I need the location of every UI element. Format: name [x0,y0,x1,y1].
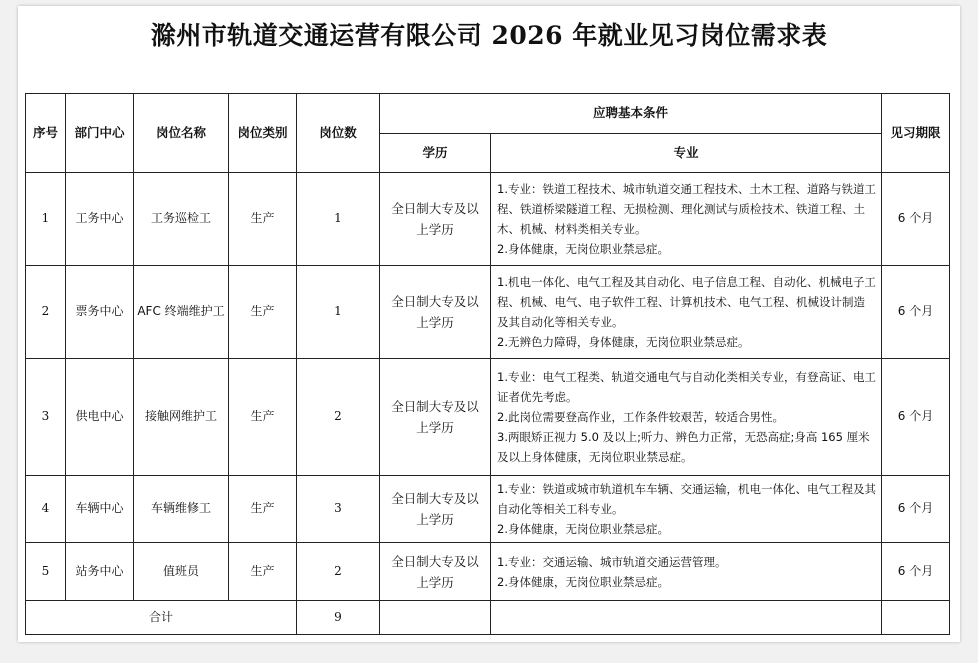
page-title: 滁州市轨道交通运营有限公司 2026 年就业见习岗位需求表 [150,21,828,50]
header-row [26,94,950,134]
total-label: 合计 [26,601,297,635]
row-department: 供电中心 [66,359,134,476]
row-count: 1 [297,266,380,359]
requirement-item: 1.专业：电气工程类、轨道交通电气与自动化类相关专业，有登高证、电工证者优先考虑。 [497,370,876,404]
total-count: 9 [297,601,380,635]
requirement-item: 1.专业：交通运输、城市轨道交通运营管理。 [497,554,727,569]
header-count: 岗位数 [297,94,380,173]
row-position: 值班员 [134,543,229,601]
header-category: 岗位类别 [229,94,297,173]
header-major: 专业 [491,134,882,173]
requirement-item: 3.两眼矫正视力 5.0 及以上;听力、辨色力正常，无恐高症;身高 165 厘米及以上身体健康，无岗位职业禁忌症。 [497,430,870,464]
row-index: 1 [26,173,66,266]
table-row [26,543,950,601]
row-period: 6 个月 [882,476,950,543]
table-row [26,266,950,359]
row-count: 2 [297,543,380,601]
row-department: 车辆中心 [66,476,134,543]
header-period: 见习期限 [882,94,950,173]
row-department: 站务中心 [66,543,134,601]
row-position: 车辆维修工 [134,476,229,543]
row-count: 3 [297,476,380,543]
total-empty-education [380,601,491,635]
row-position: 接触网维护工 [134,359,229,476]
total-empty-period [882,601,950,635]
row-count: 1 [297,173,380,266]
row-category: 生产 [229,359,297,476]
row-requirements [491,476,882,543]
header-education: 学历 [380,134,491,173]
requirement-item: 2.身体健康，无岗位职业禁忌症。 [497,242,669,256]
row-index: 5 [26,543,66,601]
row-period: 6 个月 [882,266,950,359]
row-requirements [491,543,882,601]
row-department: 工务中心 [66,173,134,266]
row-index: 2 [26,266,66,359]
row-count: 2 [297,359,380,476]
table-row [26,359,950,476]
row-period: 6 个月 [882,359,950,476]
row-category: 生产 [229,266,297,359]
row-education: 全日制大专及以上学历 [380,173,491,266]
header-department: 部门中心 [66,94,134,173]
row-requirements [491,173,882,266]
row-category: 生产 [229,543,297,601]
requirement-item: 2.身体健康，无岗位职业禁忌症。 [497,574,669,589]
header-position: 岗位名称 [134,94,229,173]
row-department: 票务中心 [66,266,134,359]
row-category: 生产 [229,476,297,543]
row-education: 全日制大专及以上学历 [380,266,491,359]
total-empty-major [491,601,882,635]
header-requirements: 应聘基本条件 [380,94,882,134]
requirement-item: 2.无辨色力障碍，身体健康，无岗位职业禁忌症。 [497,335,750,349]
row-requirements [491,359,882,476]
row-index: 3 [26,359,66,476]
row-education: 全日制大专及以上学历 [380,476,491,543]
requirement-item: 2.此岗位需要登高作业，工作条件较艰苦，较适合男性。 [497,410,784,424]
table-row [26,173,950,266]
row-period: 6 个月 [882,543,950,601]
positions-table [25,93,950,635]
total-row [26,601,950,635]
row-category: 生产 [229,173,297,266]
row-requirements [491,266,882,359]
row-education: 全日制大专及以上学历 [380,359,491,476]
table-row [26,476,950,543]
requirement-item: 1.专业：铁道工程技术、城市轨道交通工程技术、土木工程、道路与铁道工程、铁道桥梁隧道工程、无损检测、理化测试与质检技术、铁道工程、土木、机械、材料类相关专业。 [497,182,876,236]
requirement-item: 1.专业：铁道或城市轨道机车车辆、交通运输，机电一体化、电气工程及其自动化等相关工科专业。 [497,482,876,516]
row-period: 6 个月 [882,173,950,266]
document-page [18,6,960,642]
requirement-item: 2.身体健康，无岗位职业禁忌症。 [497,522,669,536]
row-education: 全日制大专及以上学历 [380,543,491,601]
row-position: AFC 终端维护工 [134,266,229,359]
header-index: 序号 [26,94,66,173]
row-position: 工务巡检工 [134,173,229,266]
requirement-item: 1.机电一体化、电气工程及其自动化、电子信息工程、自动化、机械电子工程、机械、电气、电子软件工程、计算机技术、电气工程、机械设计制造及其自动化等相关专业。 [497,275,876,329]
row-index: 4 [26,476,66,543]
